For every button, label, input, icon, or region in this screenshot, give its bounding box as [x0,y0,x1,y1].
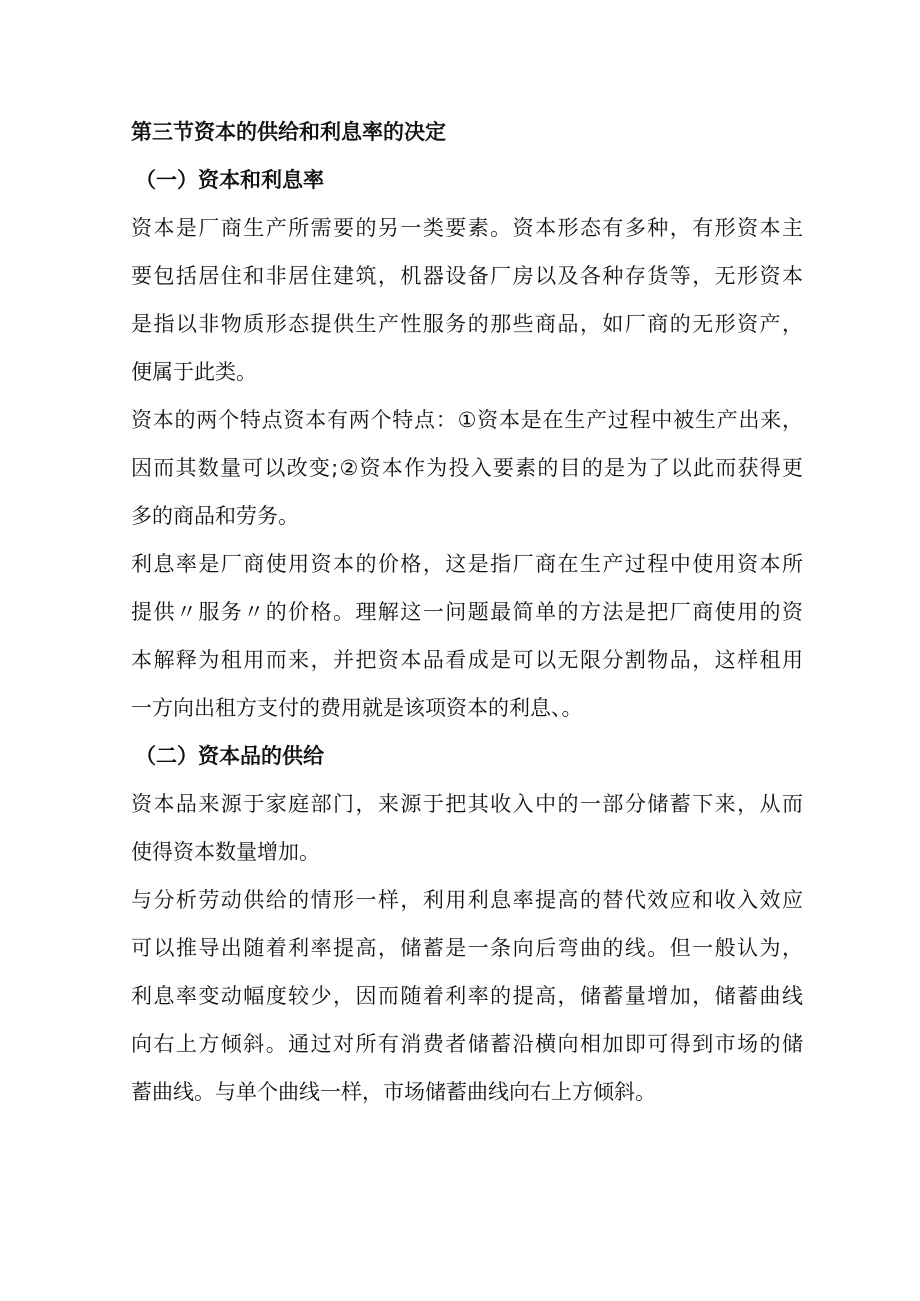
text-line: 可以推导出随着利率提高，储蓄是一条向后弯曲的线。但一般认为， [131,936,803,960]
paragraph-savings-curve [131,876,803,1116]
subsection-title-capital-supply: （二）资本品的供给 [135,744,324,768]
subsection-title-capital-interest: （一）资本和利息率 [135,168,324,192]
text-line: 蓄曲线。与单个曲线一样，市场储蓄曲线向右上方倾斜。 [131,1080,656,1104]
text-line: 多的商品和劳务。 [131,504,299,528]
text-line: 一方向出租方支付的费用就是该项资本的利息、。 [131,696,583,720]
text-line: 便属于此类。 [131,360,257,384]
paragraph-capital-features [131,396,803,540]
document-page [131,108,803,1116]
text-line: 使得资本数量增加。 [131,840,320,864]
text-line: 资本品来源于家庭部门，来源于把其收入中的一部分储蓄下来，从而 [131,792,803,816]
text-line: 要包括居住和非居住建筑，机器设备厂房以及各种存货等，无形资本 [131,264,803,288]
text-line: 本解释为租用而来，并把资本品看成是可以无限分割物品，这样租用 [131,648,803,672]
text-line: 利息率变动幅度较少，因而随着利率的提高，储蓄量增加，储蓄曲线 [131,984,803,1008]
text-line: 是指以非物质形态提供生产性服务的那些商品，如厂商的无形资产， [131,312,803,336]
text-line: 与分析劳动供给的情形一样，利用利息率提高的替代效应和收入效应 [131,888,803,912]
text-line: 向右上方倾斜。通过对所有消费者储蓄沿横向相加即可得到市场的储 [131,1032,803,1056]
text-line: 提供〃服务〃的价格。理解这一问题最简单的方法是把厂商使用的资 [131,600,803,624]
text-line: 利息率是厂商使用资本的价格，这是指厂商在生产过程中使用资本所 [131,552,803,576]
paragraph-capital-definition [131,204,803,396]
paragraph-interest-rate [131,540,803,732]
section-title: 第三节资本的供给和利息率的决定 [131,120,446,144]
text-line: 资本是厂商生产所需要的另一类要素。资本形态有多种，有形资本主 [131,216,803,240]
paragraph-capital-source [131,780,803,876]
text-line: 资本的两个特点资本有两个特点：①资本是在生产过程中被生产出来， [131,408,803,432]
text-line: 因而其数量可以改变;②资本作为投入要素的目的是为了以此而获得更 [131,456,803,480]
